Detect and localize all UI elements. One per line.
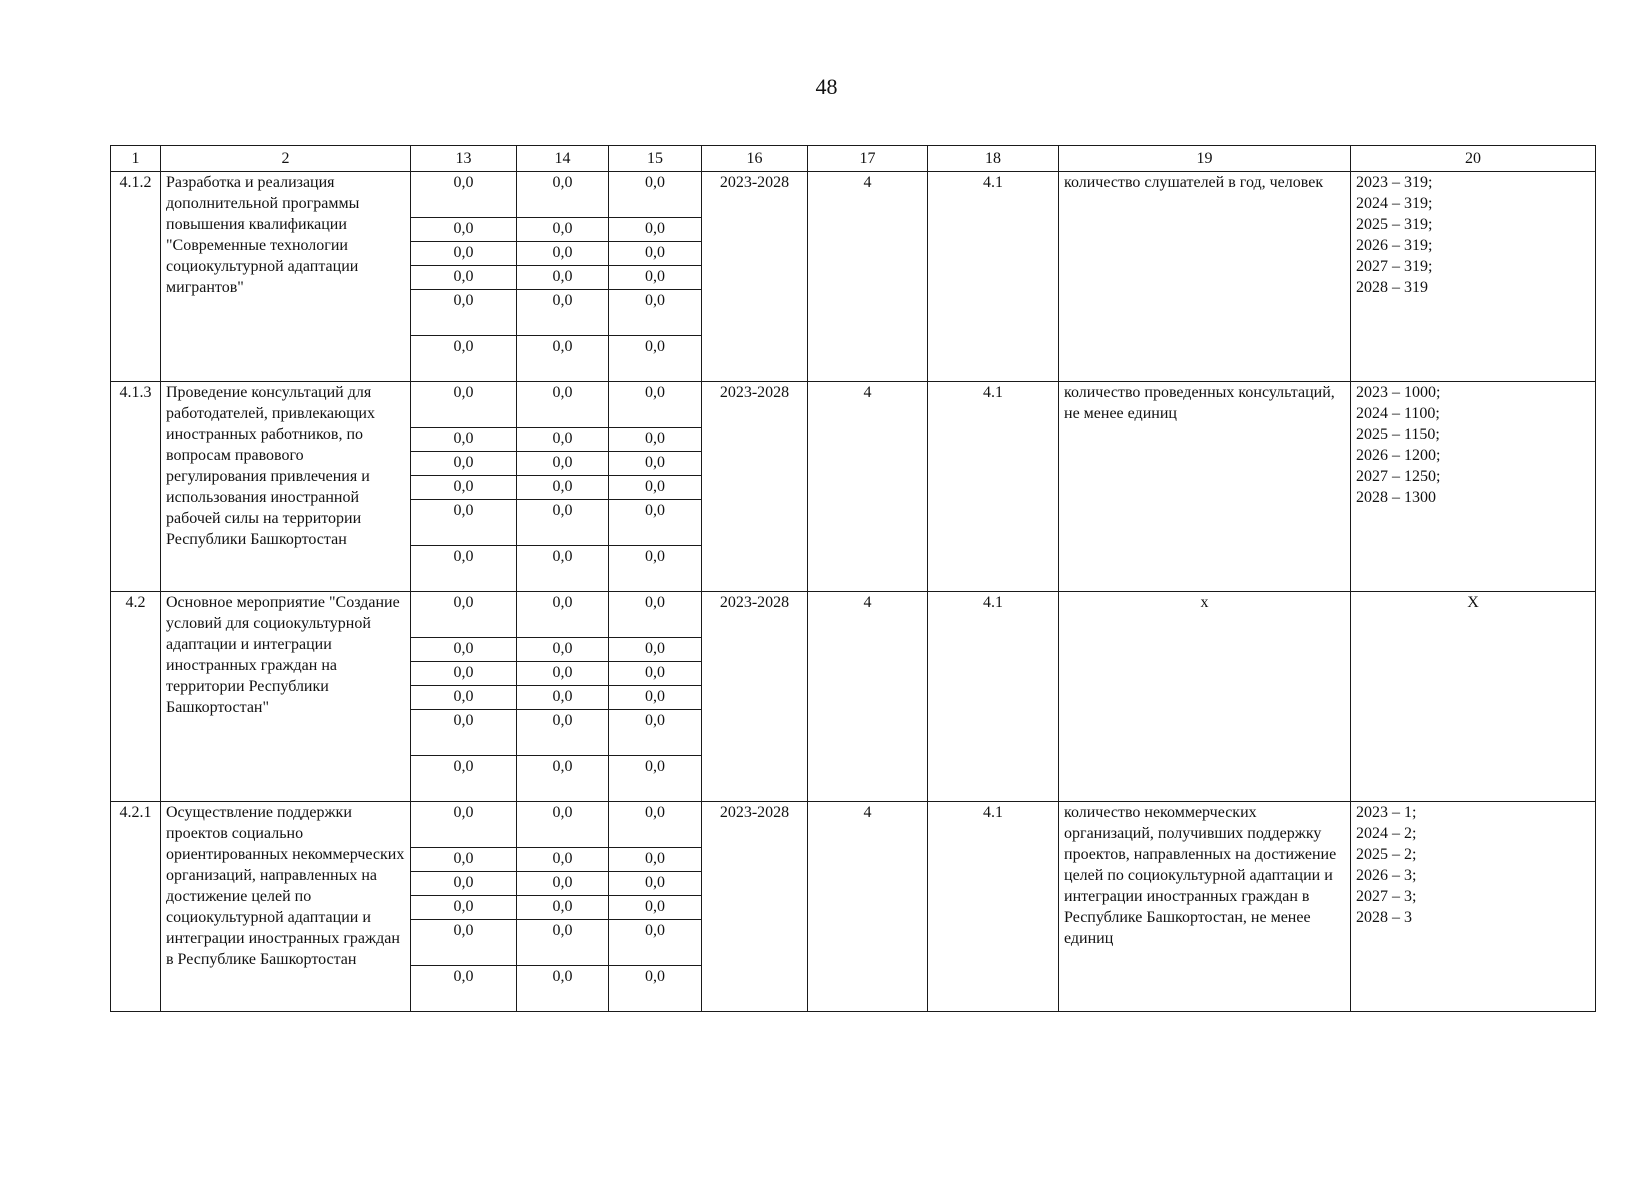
header-cell: 16: [702, 146, 808, 172]
period-cell: 2023-2028: [702, 592, 808, 802]
value-cell: 0,0: [411, 290, 517, 336]
value-cell: 0,0: [609, 848, 702, 872]
value-cell: 0,0: [609, 290, 702, 336]
header-cell: 15: [609, 146, 702, 172]
row-name: Проведение консультаций для работодателей, привлекающих иностранных работников, по вопросам правового регулирования привлечения и использования иностранной рабочей силы на территории Республики Башкортостан: [161, 382, 411, 592]
value-cell: 0,0: [411, 452, 517, 476]
value-cell: 0,0: [411, 756, 517, 802]
target-line: 2027 – 3;: [1356, 888, 1417, 905]
value-cell: 0,0: [609, 336, 702, 382]
header-cell: 13: [411, 146, 517, 172]
table-row: [111, 172, 1596, 382]
value-cell: 0,0: [609, 452, 702, 476]
col17-cell: 4: [808, 802, 928, 1012]
col18-cell: 4.1: [928, 172, 1059, 382]
col18-cell: 4.1: [928, 592, 1059, 802]
value-cell: 0,0: [411, 546, 517, 592]
table-row: [111, 802, 1596, 1012]
period-cell: 2023-2028: [702, 382, 808, 592]
targets-cell: [1351, 382, 1596, 592]
value-cell: 0,0: [609, 966, 702, 1012]
header-cell: 19: [1059, 146, 1351, 172]
target-line: Х: [1467, 594, 1479, 611]
value-cell: 0,0: [411, 662, 517, 686]
value-cell: 0,0: [517, 710, 609, 756]
value-cell: 0,0: [609, 382, 702, 428]
value-cell: 0,0: [411, 382, 517, 428]
header-cell: 1: [111, 146, 161, 172]
value-cell: 0,0: [411, 802, 517, 848]
targets-cell: [1351, 592, 1596, 802]
value-cell: 0,0: [411, 966, 517, 1012]
targets-cell: [1351, 172, 1596, 382]
value-cell: 0,0: [517, 476, 609, 500]
targets-cell: [1351, 802, 1596, 1012]
value-cell: 0,0: [517, 966, 609, 1012]
value-cell: 0,0: [411, 920, 517, 966]
header-cell: 2: [161, 146, 411, 172]
value-cell: 0,0: [411, 218, 517, 242]
value-cell: 0,0: [609, 592, 702, 638]
value-cell: 0,0: [411, 476, 517, 500]
row-code: 4.2: [111, 592, 161, 802]
target-line: 2023 – 1000;: [1356, 384, 1441, 401]
value-cell: 0,0: [609, 546, 702, 592]
col17-cell: 4: [808, 592, 928, 802]
value-cell: 0,0: [411, 266, 517, 290]
program-table: [110, 145, 1596, 1012]
indicator-cell: количество проведенных консультаций, не менее единиц: [1059, 382, 1351, 592]
value-cell: 0,0: [609, 896, 702, 920]
table-row: [111, 592, 1596, 802]
value-cell: 0,0: [411, 686, 517, 710]
period-cell: 2023-2028: [702, 802, 808, 1012]
value-cell: 0,0: [517, 872, 609, 896]
col18-cell: 4.1: [928, 802, 1059, 1012]
target-line: 2024 – 1100;: [1356, 405, 1440, 422]
value-cell: 0,0: [517, 920, 609, 966]
header-cell: 14: [517, 146, 609, 172]
value-cell: 0,0: [517, 428, 609, 452]
row-code: 4.1.3: [111, 382, 161, 592]
indicator-cell: х: [1059, 592, 1351, 802]
header-cell: 18: [928, 146, 1059, 172]
value-cell: 0,0: [609, 476, 702, 500]
period-cell: 2023-2028: [702, 172, 808, 382]
value-cell: 0,0: [517, 756, 609, 802]
value-cell: 0,0: [609, 266, 702, 290]
value-cell: 0,0: [517, 546, 609, 592]
value-cell: 0,0: [609, 686, 702, 710]
page-number: 48: [815, 74, 838, 99]
value-cell: 0,0: [411, 896, 517, 920]
value-cell: 0,0: [411, 500, 517, 546]
target-line: 2028 – 319: [1356, 279, 1428, 296]
value-cell: 0,0: [517, 848, 609, 872]
target-line: 2027 – 319;: [1356, 258, 1433, 275]
row-code: 4.2.1: [111, 802, 161, 1012]
target-line: 2024 – 319;: [1356, 195, 1433, 212]
value-cell: 0,0: [609, 500, 702, 546]
target-line: 2025 – 2;: [1356, 846, 1417, 863]
value-cell: 0,0: [609, 242, 702, 266]
value-cell: 0,0: [609, 710, 702, 756]
value-cell: 0,0: [411, 710, 517, 756]
value-cell: 0,0: [517, 382, 609, 428]
value-cell: 0,0: [411, 428, 517, 452]
value-cell: 0,0: [609, 872, 702, 896]
value-cell: 0,0: [517, 638, 609, 662]
target-line: 2028 – 1300: [1356, 489, 1436, 506]
value-cell: 0,0: [517, 500, 609, 546]
target-line: 2024 – 2;: [1356, 825, 1417, 842]
value-cell: 0,0: [517, 662, 609, 686]
target-line: 2026 – 3;: [1356, 867, 1417, 884]
header-cell: 20: [1351, 146, 1596, 172]
target-line: 2027 – 1250;: [1356, 468, 1441, 485]
value-cell: 0,0: [609, 920, 702, 966]
col18-cell: 4.1: [928, 382, 1059, 592]
value-cell: 0,0: [517, 896, 609, 920]
row-name: Разработка и реализация дополнительной программы повышения квалификации "Современные технологии социокультурной адаптации мигрантов": [161, 172, 411, 382]
value-cell: 0,0: [517, 802, 609, 848]
value-cell: 0,0: [609, 172, 702, 218]
value-cell: 0,0: [517, 218, 609, 242]
value-cell: 0,0: [411, 592, 517, 638]
row-name: Основное мероприятие "Создание условий для социокультурной адаптации и интеграции иностранных граждан на территории Республики Башкортостан": [161, 592, 411, 802]
value-cell: 0,0: [517, 592, 609, 638]
value-cell: 0,0: [411, 336, 517, 382]
value-cell: 0,0: [517, 290, 609, 336]
target-line: 2023 – 1;: [1356, 804, 1417, 821]
value-cell: 0,0: [609, 662, 702, 686]
row-code: 4.1.2: [111, 172, 161, 382]
value-cell: 0,0: [411, 638, 517, 662]
value-cell: 0,0: [517, 266, 609, 290]
col17-cell: 4: [808, 382, 928, 592]
value-cell: 0,0: [517, 452, 609, 476]
target-line: 2026 – 1200;: [1356, 447, 1441, 464]
col17-cell: 4: [808, 172, 928, 382]
value-cell: 0,0: [609, 428, 702, 452]
value-cell: 0,0: [517, 172, 609, 218]
table-row: [111, 382, 1596, 592]
value-cell: 0,0: [411, 872, 517, 896]
row-name: Осуществление поддержки проектов социально ориентированных некоммерческих организаций, направленных на достижение целей по социокультурной адаптации и интеграции иностранных граждан в Республике Башкортостан: [161, 802, 411, 1012]
header-row: [111, 146, 1596, 172]
value-cell: 0,0: [411, 172, 517, 218]
header-cell: 17: [808, 146, 928, 172]
value-cell: 0,0: [609, 802, 702, 848]
target-line: 2023 – 319;: [1356, 174, 1433, 191]
target-line: 2026 – 319;: [1356, 237, 1433, 254]
value-cell: 0,0: [517, 336, 609, 382]
target-line: 2025 – 319;: [1356, 216, 1433, 233]
value-cell: 0,0: [517, 242, 609, 266]
value-cell: 0,0: [411, 242, 517, 266]
indicator-cell: количество некоммерческих организаций, получивших поддержку проектов, направленных на достижение целей по социокультурной адаптации и интеграции иностранных граждан в Республике Башкортостан, не менее единиц: [1059, 802, 1351, 1012]
indicator-cell: количество слушателей в год, человек: [1059, 172, 1351, 382]
value-cell: 0,0: [609, 756, 702, 802]
value-cell: 0,0: [411, 848, 517, 872]
value-cell: 0,0: [609, 218, 702, 242]
value-cell: 0,0: [517, 686, 609, 710]
target-line: 2028 – 3: [1356, 909, 1412, 926]
target-line: 2025 – 1150;: [1356, 426, 1440, 443]
value-cell: 0,0: [609, 638, 702, 662]
